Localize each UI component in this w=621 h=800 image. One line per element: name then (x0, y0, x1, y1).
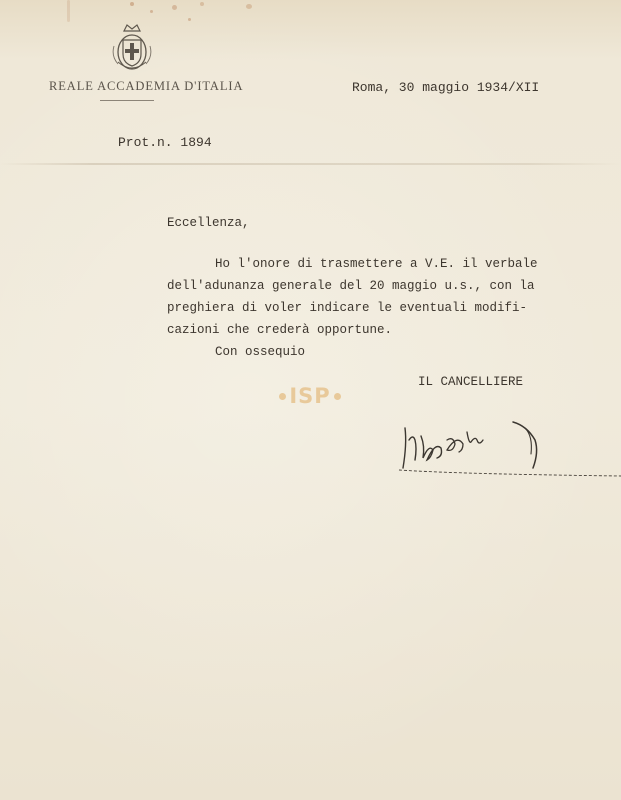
stain-mark (172, 5, 177, 10)
stain-mark (67, 0, 70, 22)
salutation: Eccellenza, (167, 216, 250, 230)
body-line: Ho l'onore di trasmettere a V.E. il verbale (215, 257, 538, 271)
stain-mark (200, 2, 204, 6)
institution-name: REALE ACCADEMIA D'ITALIA (49, 79, 244, 93)
watermark-dot (279, 393, 286, 400)
handwritten-signature (395, 410, 621, 482)
stain-mark (246, 4, 252, 9)
paper-crease (0, 163, 621, 165)
stain-mark (150, 10, 153, 13)
stain-mark (188, 18, 191, 21)
watermark-text: ISP (289, 384, 331, 408)
isp-watermark (272, 381, 348, 411)
closing-line: Con ossequio (215, 345, 306, 359)
body-line: dell'adunanza generale del 20 maggio u.s., con la (167, 279, 535, 293)
royal-crest-icon (110, 22, 154, 78)
body-line: cazioni che crederà opportune. (167, 323, 393, 337)
letterhead-rule (100, 100, 154, 101)
signer-title: IL CANCELLIERE (418, 375, 524, 389)
date-line: Roma, 30 maggio 1934/XII (352, 80, 540, 95)
protocol-number: Prot.n. 1894 (118, 135, 212, 150)
body-line: preghiera di voler indicare le eventuali modifi- (167, 301, 528, 315)
watermark-dot (334, 393, 341, 400)
stain-mark (130, 2, 134, 6)
